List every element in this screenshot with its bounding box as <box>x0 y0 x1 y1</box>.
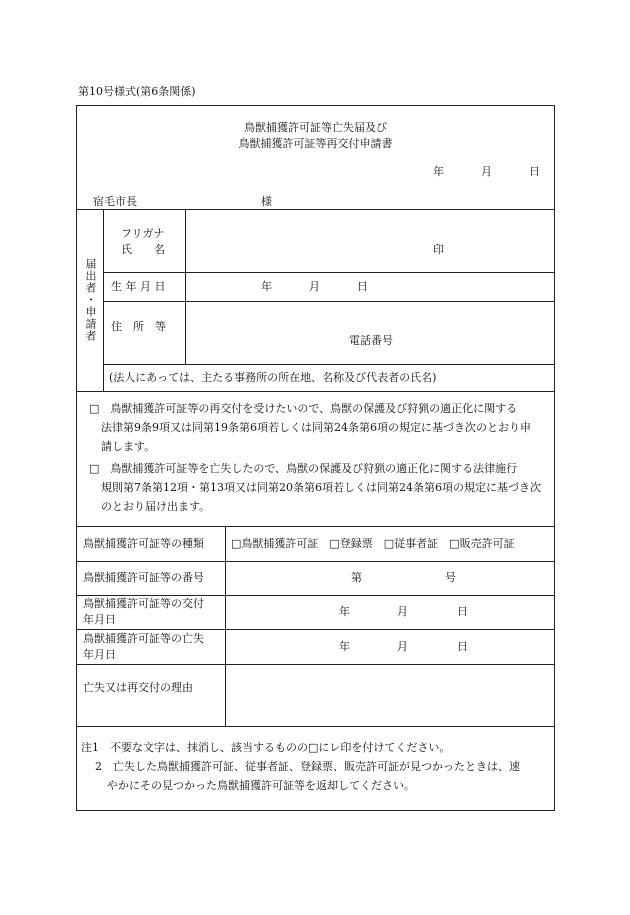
form-title-line1: 鳥獣捕獲許可証等亡失届及び <box>244 121 387 134</box>
issue-label-line1: 鳥獣捕獲許可証等の交付 <box>83 597 204 610</box>
form-frame <box>76 105 555 811</box>
declaration-loss-line2: 規則第7条第12項・第13項又は同第20条第6項若しくは同第24条第6項の規定に基づき次 <box>101 481 541 494</box>
loss-day-mark: 日 <box>457 640 468 653</box>
address-label: 住 所 等 <box>111 320 166 333</box>
declaration-reissue-line3: 請します。 <box>101 440 156 453</box>
name-row-bottom <box>103 272 554 273</box>
birth-year-mark: 年 <box>261 280 272 293</box>
declaration-reissue-checkbox[interactable]: □ <box>89 402 100 415</box>
birth-month-mark: 月 <box>309 280 320 293</box>
declaration-reissue-line1: 鳥獣捕獲許可証等の再交付を受けたいので、鳥獣の保護及び狩猟の適正化に関する <box>110 402 518 415</box>
applicant-label-divider <box>185 209 186 365</box>
issue-day-mark: 日 <box>457 605 468 618</box>
seal-mark: 印 <box>433 243 444 256</box>
loss-label-line1: 鳥獣捕獲許可証等の亡失 <box>83 632 204 645</box>
note-1: 注1 不要な文字は、抹消し、該当するものの□にレ印を付けてください。 <box>81 741 451 754</box>
type-options[interactable]: □鳥獣捕獲許可証 □登録票 □従事者証 □販売許可証 <box>231 537 515 550</box>
issue-year-mark: 年 <box>339 605 350 618</box>
details-top-line <box>77 526 554 527</box>
furigana-label: フリガナ <box>121 227 165 240</box>
number-prefix: 第 <box>351 571 362 584</box>
date-day-mark: 日 <box>529 165 540 178</box>
addressee-suffix: 様 <box>261 195 272 208</box>
declaration-reissue <box>89 399 549 456</box>
corporation-note: (法人にあっては、主たる事務所の所在地、名称及び代表者の氏名) <box>109 371 437 384</box>
loss-month-mark: 月 <box>397 640 408 653</box>
address-row-bottom <box>103 364 554 365</box>
birth-row-bottom <box>103 301 554 302</box>
addressee: 宿毛市長 <box>93 195 137 208</box>
declaration-loss-line3: のとおり届け出ます。 <box>101 500 211 513</box>
type-row-bottom <box>77 561 554 562</box>
name-label: 氏 名 <box>121 243 165 256</box>
reason-input-area[interactable] <box>227 666 552 724</box>
applicant-bottom-line <box>77 391 554 392</box>
declaration-loss-line1: 鳥獣捕獲許可証等を亡失したので、鳥獣の保護及び狩猟の適正化に関する法律施行 <box>110 462 518 475</box>
form-code: 第10号様式(第6条関係) <box>78 85 196 98</box>
applicant-side-label: 届出者・申請者 <box>84 258 97 342</box>
number-label: 鳥獣捕獲許可証等の番号 <box>83 571 204 584</box>
declaration-reissue-line2: 法律第9条9項又は同第19条第6項若しくは同第24条第6項の規定に基づき次のとおり申 <box>101 421 531 434</box>
details-bottom-line <box>77 726 554 727</box>
issue-month-mark: 月 <box>397 605 408 618</box>
date-month-mark: 月 <box>481 165 492 178</box>
issue-row-bottom <box>77 629 554 630</box>
reason-label: 亡失又は再交付の理由 <box>83 681 193 694</box>
date-year-mark: 年 <box>433 165 444 178</box>
note-2-line1: 2 亡失した鳥獣捕獲許可証、従事者証、登録票、販売許可証が見つかったときは、速 <box>95 760 520 773</box>
loss-row-bottom <box>77 664 554 665</box>
loss-label-line2: 年月日 <box>83 648 116 661</box>
notes <box>81 738 551 795</box>
form-title-line2: 鳥獣捕獲許可証等再交付申請書 <box>238 137 393 150</box>
applicant-top-line <box>77 209 554 210</box>
type-label: 鳥獣捕獲許可証等の種類 <box>83 537 204 550</box>
birth-day-mark: 日 <box>357 280 368 293</box>
number-suffix: 号 <box>445 571 456 584</box>
birth-label: 生 年 月 日 <box>111 280 166 293</box>
loss-year-mark: 年 <box>339 640 350 653</box>
declaration-loss-checkbox[interactable]: □ <box>89 462 100 475</box>
note-2-line2: やかにその見つかった鳥獣捕獲許可証等を返却してください。 <box>107 779 415 792</box>
details-label-divider <box>225 526 226 726</box>
declaration-loss <box>89 459 549 516</box>
issue-label-line2: 年月日 <box>83 613 116 626</box>
phone-label: 電話番号 <box>349 334 393 347</box>
